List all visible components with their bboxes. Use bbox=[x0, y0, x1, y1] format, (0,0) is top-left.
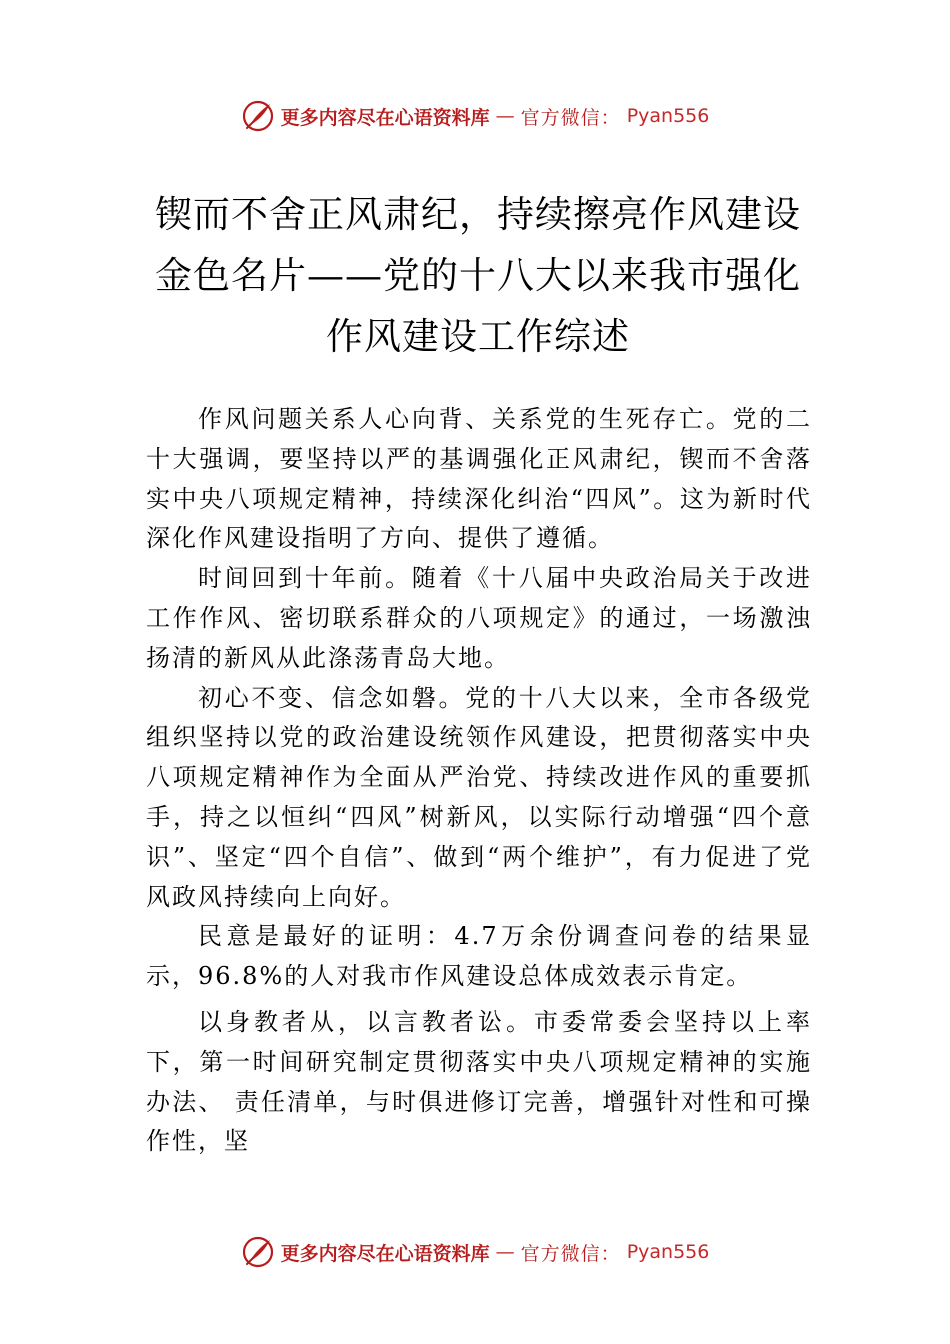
paragraph: 作风问题关系人心向背、关系党的生死存亡。党的二十大强调，要坚持以严的基调强化正风肃纪，锲而不舍落实中央八项规定精神，持续深化纠治“四风”。这为新时代深化作风建设指明了方向、提供了遵循。 bbox=[146, 405, 812, 553]
article-title: 锲而不舍正风肃纪，持续擦亮作风建设金色名片——党的十八大以来我市强化作风建设工作综述 bbox=[155, 193, 801, 358]
banner-wechat-label: 官方微信： bbox=[520, 1242, 621, 1265]
header-watermark-banner bbox=[0, 96, 950, 136]
paragraph: 以身教者从，以言教者讼。市委常委会坚持以上率下，第一时间研究制定贯彻落实中央八项规定精神的实施办法、 责任清单，与时俱进修订完善，增强针对性和可操作性，坚 bbox=[146, 1007, 812, 1156]
article-body bbox=[146, 400, 812, 1162]
feather-pen-logo-icon bbox=[241, 1235, 275, 1269]
footer-watermark-banner bbox=[0, 1232, 950, 1272]
paragraph: 初心不变、信念如磐。党的十八大以来，全市各级党组织坚持以党的政治建设统领作风建设，把贯彻落实中央八项规定精神作为全面从严治党、持续改进作风的重要抓手，持之以恒纠“四风”树新风，以实际行动增强“四个意识”、坚定“四个自信”、做到“两个维护”，有力促进了党风政风持续向上向好。 bbox=[146, 683, 812, 911]
banner-separator: — bbox=[495, 1241, 515, 1263]
banner-wechat-handle: Pyan556 bbox=[626, 105, 710, 127]
paragraph: 民意是最好的证明：4.7万余份调查问卷的结果显示，96.8%的人对我市作风建设总体成效表示肯定。 bbox=[146, 922, 812, 991]
feather-pen-logo-icon bbox=[241, 99, 275, 133]
banner-site-text: 更多内容尽在心语资料库 bbox=[280, 1242, 490, 1265]
banner-wechat-label: 官方微信： bbox=[520, 106, 621, 129]
banner-site-text: 更多内容尽在心语资料库 bbox=[280, 106, 490, 129]
banner-separator: — bbox=[495, 105, 515, 127]
paragraph: 时间回到十年前。随着《十八届中央政治局关于改进工作作风、密切联系群众的八项规定》的通过，一场激浊扬清的新风从此涤荡青岛大地。 bbox=[146, 564, 812, 672]
banner-wechat-handle: Pyan556 bbox=[626, 1241, 710, 1263]
